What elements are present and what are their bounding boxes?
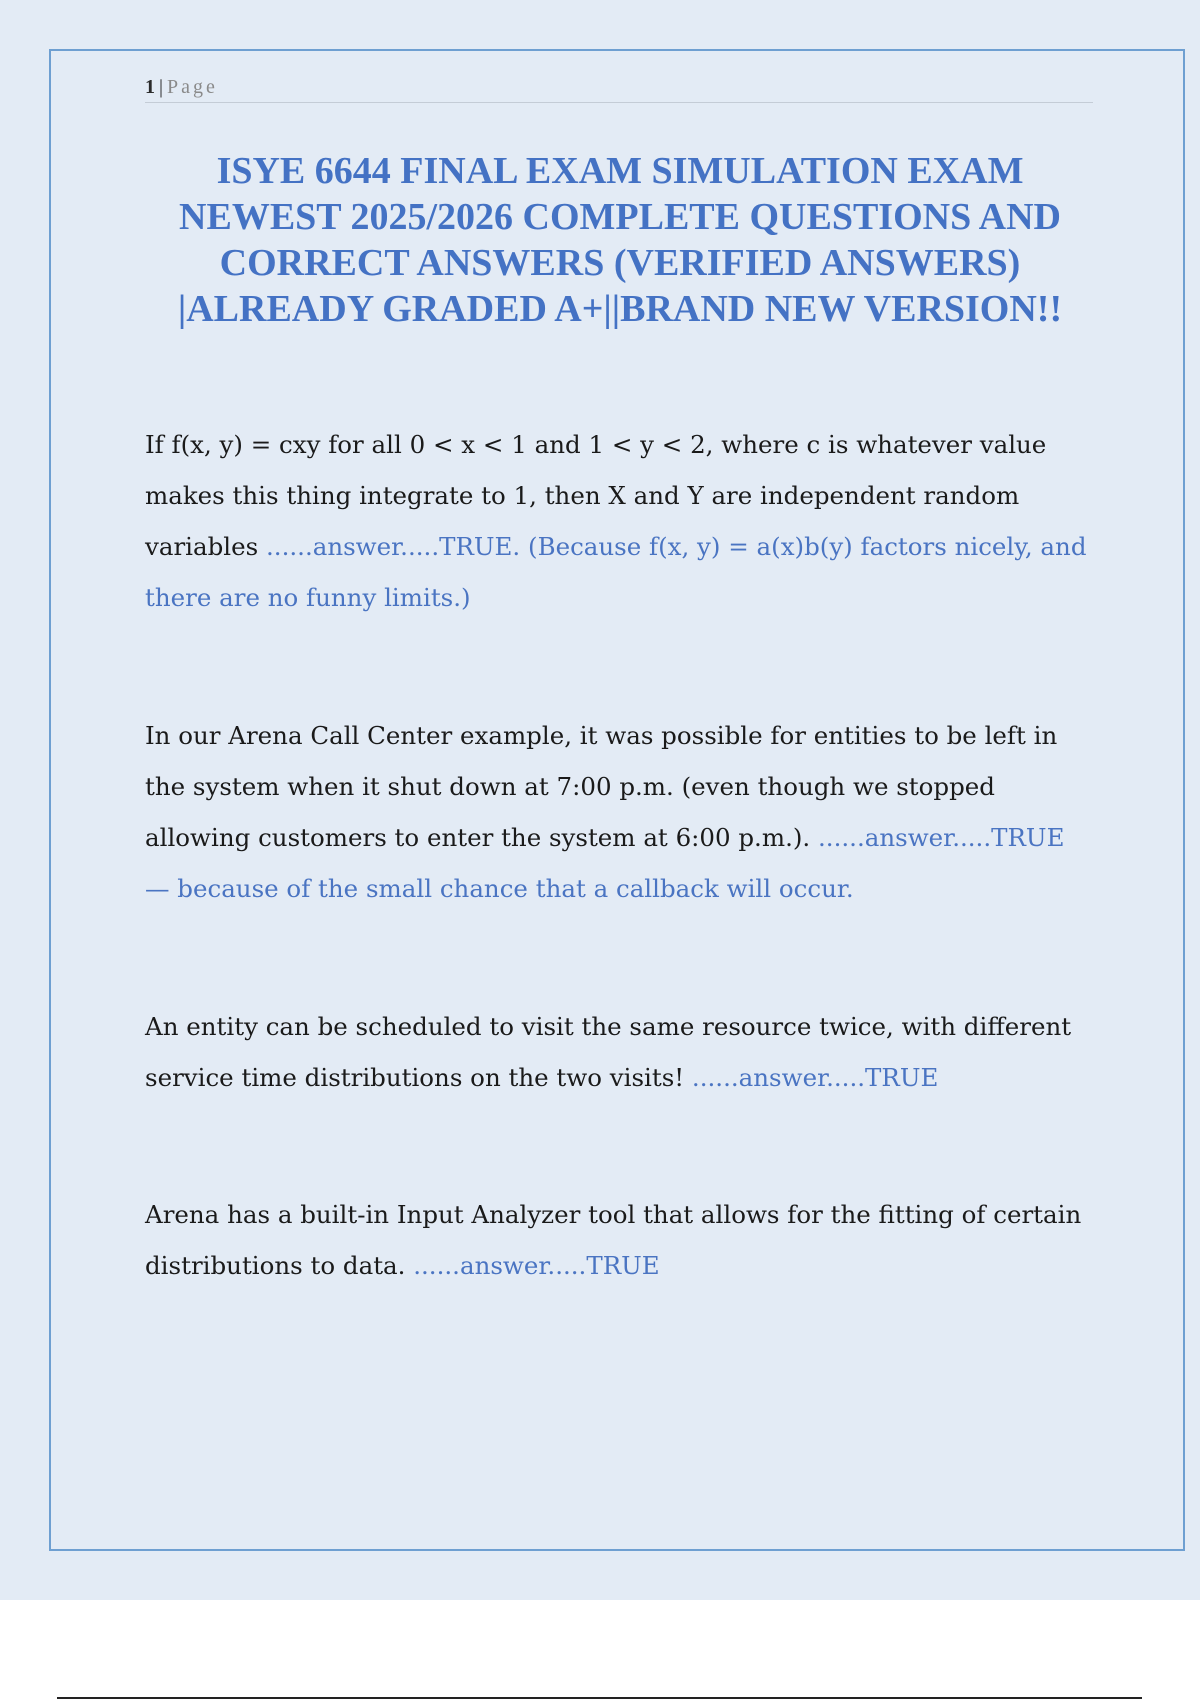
document-title: ISYE 6644 FINAL EXAM SIMULATION EXAM NEWEST 2025/2026 COMPLETE QUESTIONS AND CORRECT ANSWERS (VERIFIED ANSWERS) |ALREADY GRADED A+||BRAND NEW VERSION!! bbox=[177, 150, 1063, 330]
question-block bbox=[145, 1189, 1093, 1291]
question-text: An entity can be scheduled to visit the same resource twice, with different service time distributions on the two visits! bbox=[145, 1012, 1072, 1092]
page-label: Page bbox=[167, 76, 218, 98]
question-text: Arena has a built-in Input Analyzer tool that allows for the fitting of certain distributions to data. bbox=[145, 1200, 1082, 1280]
answer-text: ......answer.....TRUE bbox=[413, 1251, 660, 1280]
question-text: In our Arena Call Center example, it was possible for entities to be left in the system when it shut down at 7:00 p.m. (even though we stopped allowing customers to enter the system at 6:00 p.m.). bbox=[145, 721, 1058, 852]
page-separator: | bbox=[159, 76, 164, 98]
answer-text: ......answer.....TRUE bbox=[691, 1063, 939, 1092]
footer-divider bbox=[57, 1697, 1142, 1699]
page-number: 1 bbox=[145, 76, 155, 98]
question-block bbox=[145, 1001, 1093, 1103]
question-text: If f(x, y) = cxy for all 0 < x < 1 and 1 < y < 2, where c is whatever value makes this thing integrate to 1, then X and Y are independent random variables bbox=[145, 430, 1047, 561]
answer-text: ......answer.....TRUE — because of the small chance that a callback will occur. bbox=[145, 823, 1065, 903]
question-block bbox=[145, 710, 1093, 914]
question-block bbox=[145, 419, 1093, 623]
answer-text: ......answer.....TRUE. (Because f(x, y) = a(x)b(y) factors nicely, and there are no funny limits.) bbox=[145, 532, 1087, 612]
page-header bbox=[145, 72, 1093, 103]
